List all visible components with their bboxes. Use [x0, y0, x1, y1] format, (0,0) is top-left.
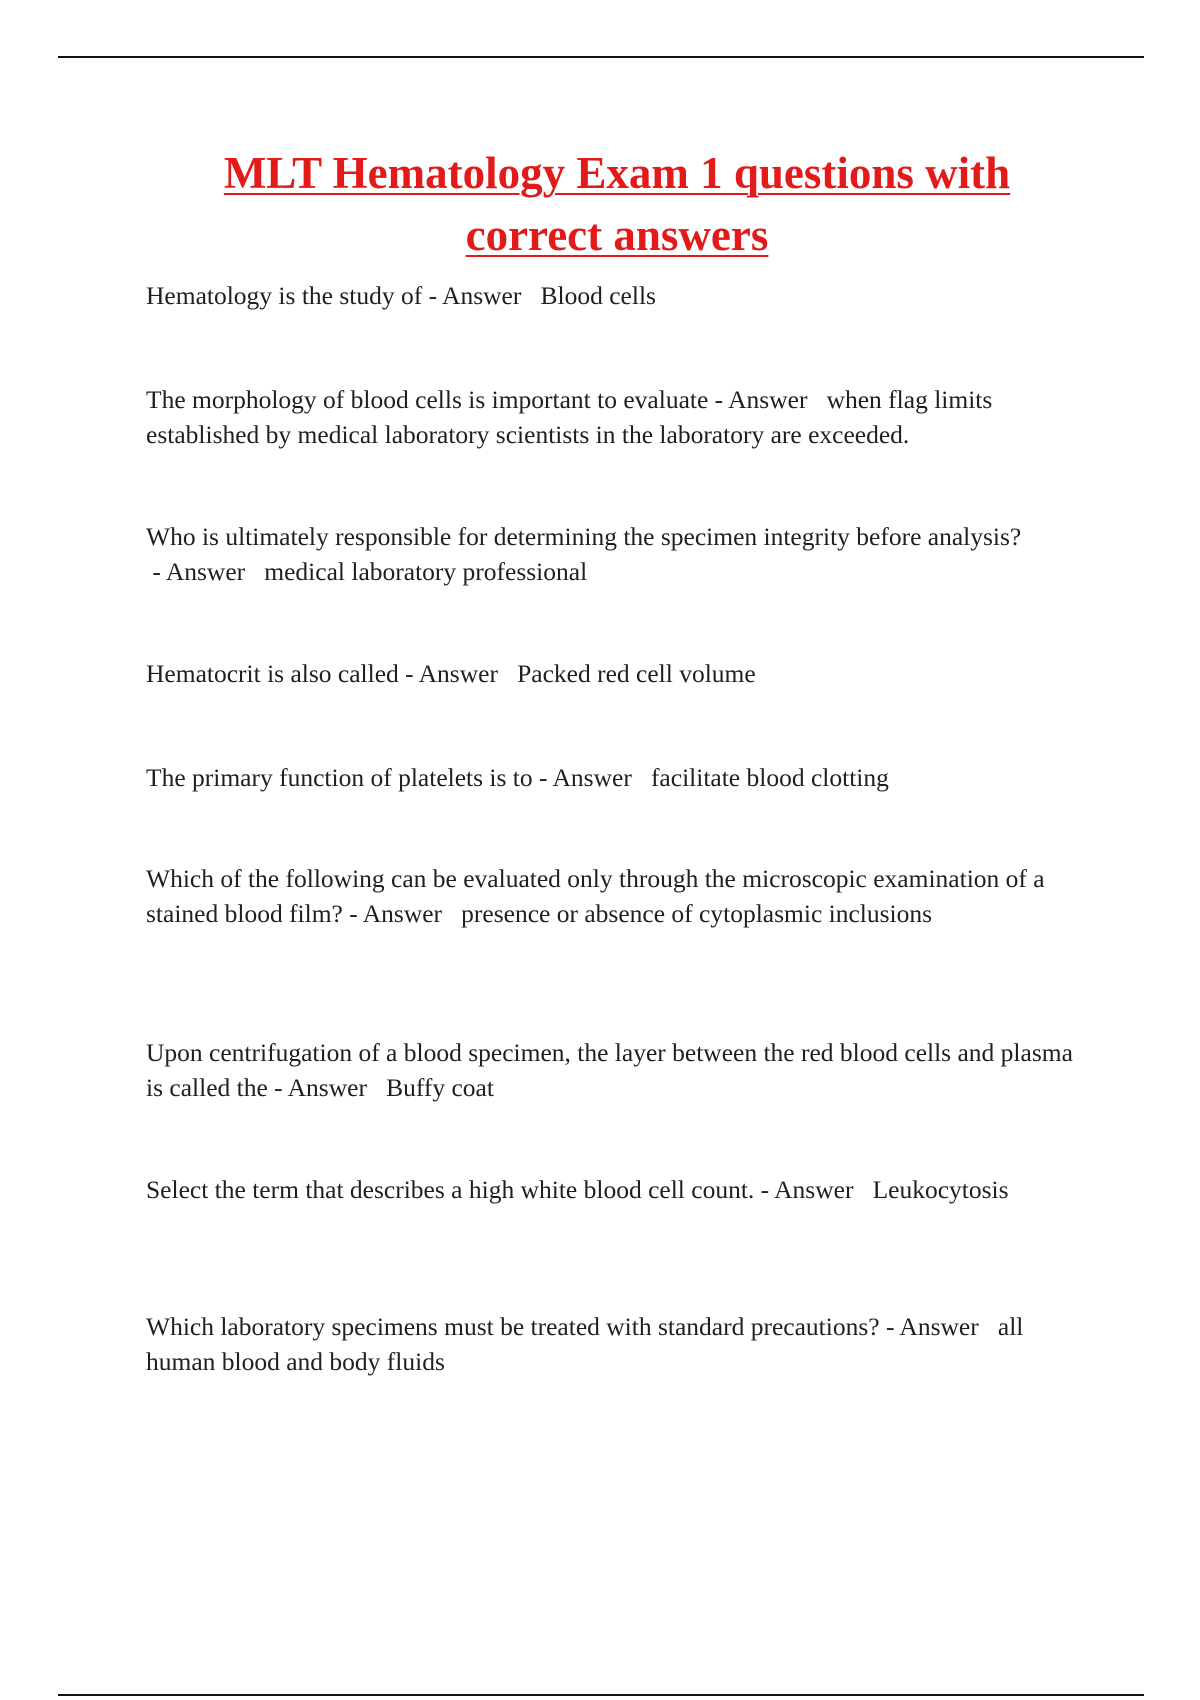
- qa-item: [146, 1309, 1096, 1379]
- question-text: Which laboratory specimens must be treated with standard precautions?: [146, 1312, 880, 1341]
- answer-separator: - Answer: [398, 659, 518, 688]
- answer-separator: - Answer: [146, 557, 265, 586]
- question-text: Hematology is the study of: [146, 281, 423, 310]
- question-text: Who is ultimately responsible for determining the specimen integrity before analysis?: [146, 522, 1022, 551]
- qa-item: [146, 861, 1096, 931]
- answer-text: presence or absence of cytoplasmic inclusions: [461, 899, 933, 928]
- top-rule: [58, 56, 1144, 58]
- answer-separator: - Answer: [267, 1073, 387, 1102]
- qa-item: [146, 1035, 1096, 1105]
- answer-text: medical laboratory professional: [264, 557, 588, 586]
- qa-item: [146, 760, 1096, 795]
- answer-separator: - Answer: [879, 1312, 998, 1341]
- answer-text: when flag limits established by medical laboratory scientists in the laboratory are exceeded.: [146, 385, 993, 449]
- question-text: Select the term that describes a high white blood cell count.: [146, 1175, 755, 1204]
- answer-text: Buffy coat: [386, 1073, 494, 1102]
- qa-item: [146, 382, 1096, 452]
- bottom-rule: [58, 1694, 1144, 1696]
- page-title-text: MLT Hematology Exam 1 questions with correct answers: [223, 148, 1011, 260]
- question-text: The morphology of blood cells is important to evaluate: [146, 385, 709, 414]
- question-text: Hematocrit is also called: [146, 659, 399, 688]
- qa-item: [146, 278, 1096, 313]
- qa-item: [146, 1172, 1096, 1207]
- answer-separator: - Answer: [342, 899, 462, 928]
- qa-item: [146, 519, 1096, 589]
- answer-separator: - Answer: [532, 763, 651, 792]
- question-text: The primary function of platelets is to: [146, 763, 533, 792]
- answer-text: Leukocytosis: [872, 1175, 1009, 1204]
- answer-separator: - Answer: [708, 385, 827, 414]
- page-title: [150, 142, 1084, 266]
- answer-text: all human blood and body fluids: [146, 1312, 1024, 1376]
- answer-separator: - Answer: [422, 281, 541, 310]
- question-text: Upon centrifugation of a blood specimen, the layer between the red blood cells and plasma is called the: [146, 1038, 1073, 1102]
- question-text: Which of the following can be evaluated only through the microscopic examination of a stained blood film?: [146, 864, 1045, 928]
- answer-separator: - Answer: [754, 1175, 873, 1204]
- answer-text: Packed red cell volume: [517, 659, 756, 688]
- answer-text: Blood cells: [540, 281, 656, 310]
- qa-item: [146, 656, 1096, 691]
- answer-text: facilitate blood clotting: [650, 763, 889, 792]
